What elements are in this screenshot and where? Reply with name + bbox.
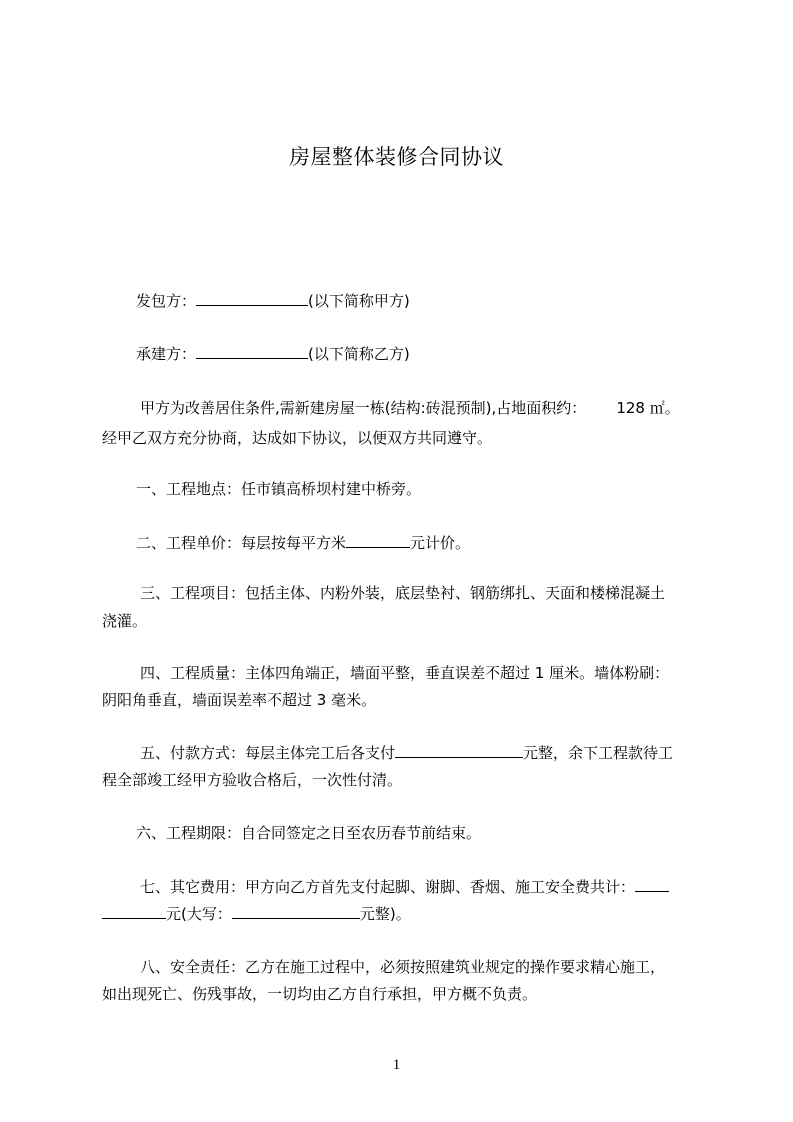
intro-line-1: [140, 397, 680, 419]
builder-name-blank: [196, 344, 308, 359]
clause-5-line-1: [140, 742, 673, 764]
area-value: 128 ㎡。: [616, 399, 680, 417]
fee-amount-words-blank: [232, 904, 360, 919]
unit-price-blank: [346, 533, 410, 548]
clause-4-line-2: 阴阳角垂直，墙面误差率不超过 3 毫米。: [102, 691, 377, 709]
page-number: 1: [392, 1057, 401, 1073]
clause-3-line-2: 浇灌。: [102, 612, 148, 630]
fee-amount-blank-start: [635, 877, 669, 892]
payment-amount-blank: [395, 743, 523, 758]
clause-7-line-1: [140, 876, 669, 898]
clause-2: [136, 532, 470, 554]
clause-4-line-1: 四、工程质量：主体四角端正，墙面平整，垂直误差不超过 1 厘米。墙体粉刷：: [140, 664, 670, 682]
clause-5-suffix: 元整，余下工程款待工: [523, 744, 674, 762]
builder-suffix: (以下简称乙方): [308, 345, 410, 363]
builder-line: [136, 343, 410, 365]
clause-7-mid: 元(大写：: [166, 905, 232, 923]
builder-label: 承建方：: [136, 345, 197, 363]
intro-text: 甲方为改善居住条件,需新建房屋一栋(结构:砖混预制),占地面积约：: [140, 399, 587, 417]
clause-8-line-2: 如出现死亡、伤残事故，一切均由乙方自行承担，甲方概不负责。: [102, 985, 538, 1003]
clause-2-suffix: 元计价。: [410, 534, 471, 552]
clause-8-line-1: 八、安全责任：乙方在施工过程中，必须按照建筑业规定的操作要求精心施工，: [140, 958, 666, 976]
intro-line-2: 经甲乙双方充分协商，达成如下协议，以便双方共同遵守。: [102, 429, 493, 447]
clause-1: 一、工程地点：任市镇高桥坝村建中桥旁。: [136, 480, 422, 498]
clause-6: 六、工程期限：自合同签定之日至农历春节前结束。: [136, 824, 482, 842]
contractor-suffix: (以下简称甲方): [308, 292, 410, 310]
clause-7-text: 七、其它费用：甲方向乙方首先支付起脚、谢脚、香烟、施工安全费共计：: [140, 878, 636, 896]
clause-2-prefix: 二、工程单价：每层按每平方米: [136, 534, 347, 552]
fee-amount-blank: [102, 904, 166, 919]
clause-7-end: 元整)。: [359, 905, 411, 923]
clause-5-prefix: 五、付款方式：每层主体完工后各支付: [140, 744, 396, 762]
clause-5-line-2: 程全部竣工经甲方验收合格后，一次性付清。: [102, 771, 403, 789]
clause-7-line-2: [102, 903, 411, 925]
contractor-label: 发包方：: [136, 292, 197, 310]
contractor-line: [136, 290, 410, 312]
contractor-name-blank: [196, 291, 308, 306]
clause-3-line-1: 三、工程项目：包括主体、内粉外装，底层垫衬、钢筋绑扎、天面和楼梯混凝土: [140, 584, 666, 602]
document-title: 房屋整体装修合同协议: [289, 145, 504, 169]
